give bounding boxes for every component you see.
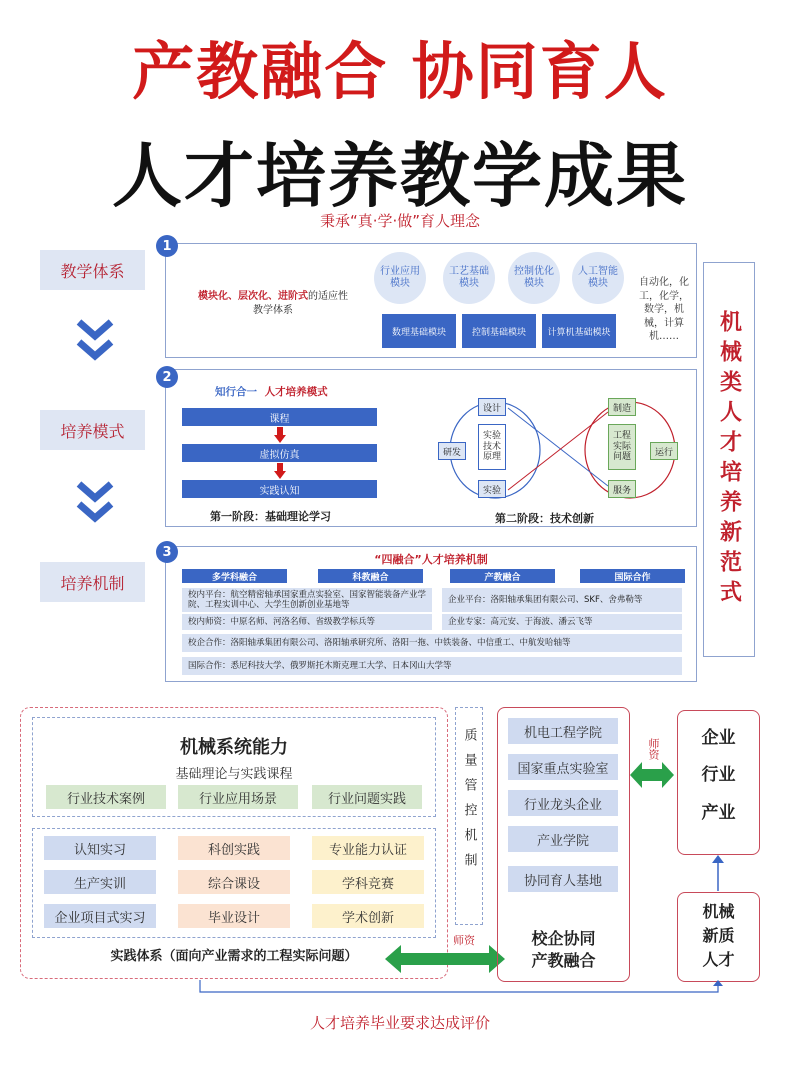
teacher-label-right: 师资 [647, 738, 660, 760]
main-title: 产教融合 协同育人 [132, 35, 668, 108]
talent-label: 新质 [702, 926, 735, 945]
arrow-up-icon [709, 855, 727, 891]
industry-tag: 行业问题实践 [312, 785, 422, 809]
partner-item: 协同育人基地 [508, 866, 618, 892]
partner-item: 国家重点实验室 [508, 754, 618, 780]
practice-tag: 综合课设 [178, 870, 290, 894]
panel1-black-text: 的适应性 [308, 291, 348, 302]
partner-item: 行业龙头企业 [508, 790, 618, 816]
panel1-note: 自动化，化工，化学，数学，机械，计算机…… [639, 277, 689, 342]
enterprise-labels [677, 720, 760, 832]
fusion-head: 国际合作 [580, 569, 685, 583]
cycle-center: 实验技术原理 [478, 424, 506, 470]
cycle-node: 运行 [650, 442, 678, 460]
motto: 秉承“真·学·做”育人理念 [319, 212, 481, 230]
quality-label: 质量管控机制 [461, 728, 477, 878]
fusion-head: 科教融合 [318, 569, 423, 583]
partner-item: 产业学院 [508, 826, 618, 852]
fusion-head: 多学科融合 [182, 569, 287, 583]
side-label-teaching-system: 教学体系 [40, 250, 145, 290]
industry-tag: 行业应用场景 [178, 785, 298, 809]
side-label-training-mode: 培养模式 [40, 410, 145, 450]
ability-title: 机械系统能力 [180, 737, 288, 758]
practice-tag: 科创实践 [178, 836, 290, 860]
cycle-node: 服务 [608, 480, 636, 498]
talent-label: 机械 [702, 902, 735, 921]
talent-label: 人才 [702, 950, 735, 969]
panel3-heading: “四融合”人才培养机制 [374, 553, 488, 566]
mechanism-row: 校内平台：航空精密轴承国家重点实验室、国家智能装备产业学院、工程实训中心、大学生创新创业基地等 [182, 588, 432, 612]
ability-subtitle: 基础理论与实践课程 [175, 767, 293, 782]
mechanism-row: 校内师资：中原名师、河洛名师、省级教学标兵等 [182, 614, 432, 630]
enterprise-label: 企业 [701, 728, 736, 748]
arrow-down-icon [274, 427, 286, 443]
side-label-training-mechanism: 培养机制 [40, 562, 145, 602]
cycle-node: 研发 [438, 442, 466, 460]
chevron-down-icon [75, 318, 115, 364]
vertical-title: 机械类人才培养新范式 [716, 309, 742, 610]
enterprise-label: 行业 [701, 765, 736, 786]
practice-tag: 生产实训 [44, 870, 156, 894]
fusion-head: 产教融合 [450, 569, 555, 583]
module-circle: 行业应用模块 [374, 252, 426, 304]
practice-tag: 学科竞赛 [312, 870, 424, 894]
stage2-label: 第二阶段：技术创新 [495, 512, 594, 525]
panel2-heading [215, 384, 328, 399]
panel1-red-text: 模块化、层次化、进阶式 [198, 291, 308, 302]
partner-item: 机电工程学院 [508, 718, 618, 744]
vertical-title-box [703, 262, 755, 657]
module-circle: 控制优化模块 [508, 252, 560, 304]
panel-number-2: 2 [156, 366, 178, 388]
practice-tag: 毕业设计 [178, 904, 290, 928]
cycle-center-right: 工程实际问题 [608, 424, 636, 470]
coop-title-line2: 产教融合 [531, 950, 596, 970]
panel2-heading-b: 人才培养模式 [264, 386, 328, 398]
coop-title-line1: 校企协同 [531, 929, 596, 948]
practice-system-label: 实践体系（面向产业需求的工程实际问题） [110, 949, 358, 964]
bidirectional-arrow-icon [630, 762, 674, 788]
cycle-node: 设计 [478, 398, 506, 416]
module-circle: 人工智能模块 [572, 252, 624, 304]
feedback-line [195, 980, 730, 1000]
flow-step: 虚拟仿真 [182, 444, 377, 462]
module-box: 数理基础模块 [382, 314, 456, 348]
module-circle: 工艺基础模块 [443, 252, 495, 304]
enterprise-label: 产业 [701, 802, 736, 823]
teacher-label: 师资 [453, 934, 475, 947]
subtitle: 人才培养教学成果 [112, 135, 688, 217]
evaluation-label: 人才培养毕业要求达成评价 [309, 1014, 490, 1032]
bidirectional-arrow-icon [385, 945, 505, 973]
cycle-node: 实验 [478, 480, 506, 498]
practice-tag: 专业能力认证 [312, 836, 424, 860]
flow-step: 实践认知 [182, 480, 377, 498]
module-box: 控制基础模块 [462, 314, 536, 348]
talent-labels [677, 900, 760, 972]
mechanism-row: 校企合作：洛阳轴承集团有限公司、洛阳轴承研究所、洛阳一拖、中铁装备、中信重工、中航发哈轴等 [182, 634, 682, 652]
panel1-black-text2: 教学体系 [253, 305, 293, 316]
mechanism-row: 企业平台：洛阳轴承集团有限公司、SKF、舍弗勒等 [442, 588, 682, 612]
arrow-down-icon [274, 463, 286, 479]
stage1-label: 第一阶段：基础理论学习 [210, 510, 331, 523]
practice-tag: 学术创新 [312, 904, 424, 928]
module-box: 计算机基础模块 [542, 314, 616, 348]
flow-step: 课程 [182, 408, 377, 426]
industry-tag: 行业技术案例 [46, 785, 166, 809]
panel1-description [178, 290, 368, 318]
practice-tag: 认知实习 [44, 836, 156, 860]
panel-number-3: 3 [156, 541, 178, 563]
panel-number-1: 1 [156, 235, 178, 257]
mechanism-row: 国际合作：悉尼科技大学、俄罗斯托木斯克理工大学、日本冈山大学等 [182, 657, 682, 675]
panel2-heading-a: 知行合一 [215, 386, 257, 398]
cycle-node: 制造 [608, 398, 636, 416]
chevron-down-icon [75, 480, 115, 526]
practice-tag: 企业项目式实习 [44, 904, 156, 928]
mechanism-row: 企业专家：高元安、于海波、潘云飞等 [442, 614, 682, 630]
coop-title [497, 928, 630, 971]
